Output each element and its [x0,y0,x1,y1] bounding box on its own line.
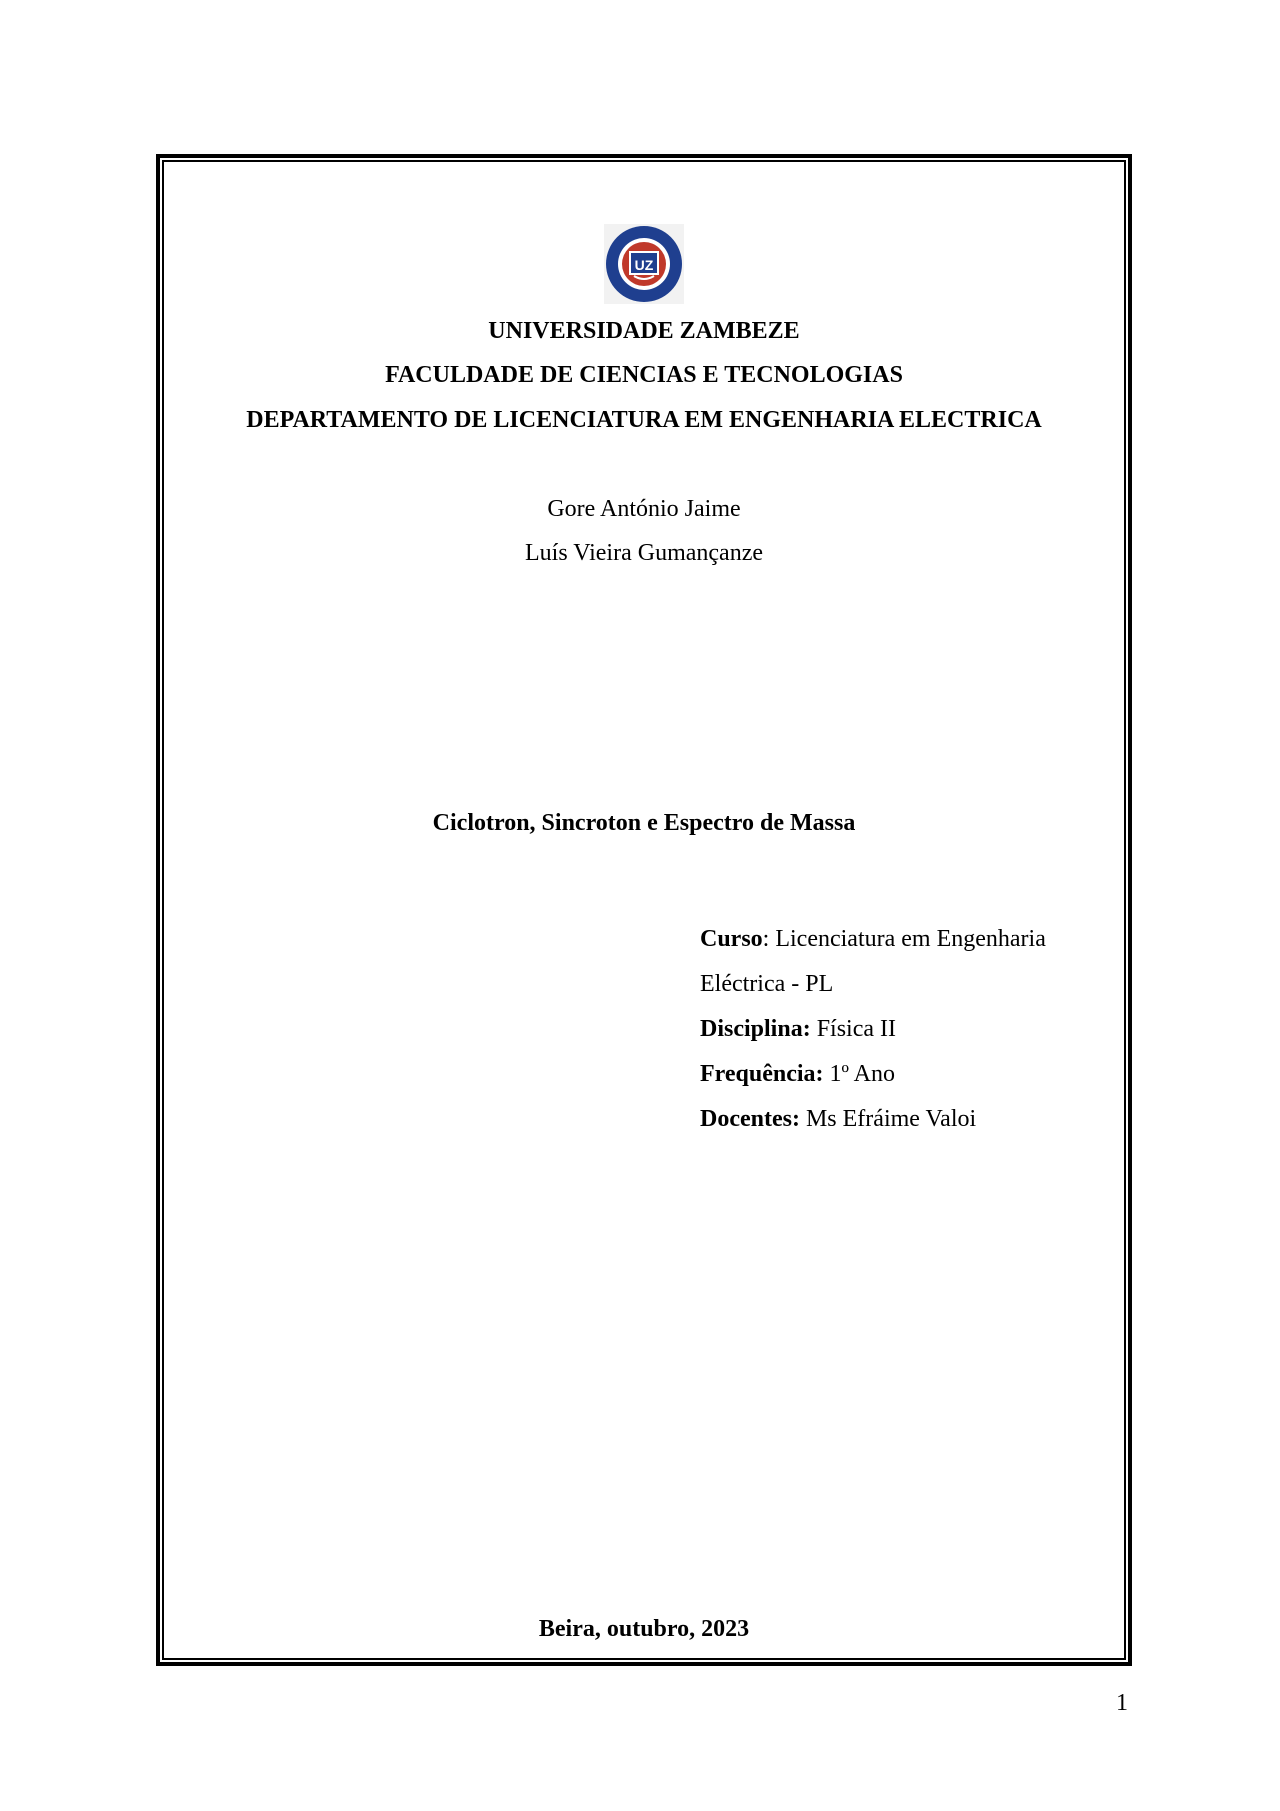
course-value: : Licenciatura em Engenharia [762,926,1046,952]
page-number: 1 [1116,1690,1128,1716]
frequency-label: Frequência: [700,1061,824,1087]
university-logo-icon [604,224,684,304]
lecturers-value: Ms Efráime Valoi [799,1106,977,1132]
department-name: DEPARTAMENTO DE LICENCIATURA EM ENGENHARIA ELECTRICA [246,407,1042,433]
lecturers-label: Docentes: [700,1106,800,1132]
course-label: Curso [700,926,763,952]
course-field [700,926,1120,953]
frequency-field [700,1061,1120,1088]
document-title: Ciclotron, Sincroton e Espectro de Massa [432,810,856,836]
lecturers-field [700,1106,1120,1133]
university-name: UNIVERSIDADE ZAMBEZE [488,318,800,344]
place-date: Beira, outubro, 2023 [538,1616,750,1642]
discipline-value: Física II [810,1016,896,1042]
faculty-name: FACULDADE DE CIENCIAS E TECNOLOGIAS [385,362,903,388]
frequency-value: 1º Ano [823,1061,895,1087]
course-value-continued: Eléctrica - PL [700,971,834,997]
author-name: Luís Vieira Gumançanze [524,540,764,566]
svg-text:UZ: UZ [634,257,654,273]
discipline-field [700,1016,1120,1043]
course-field-continued [700,971,1120,998]
discipline-label: Disciplina: [700,1016,811,1042]
author-name: Gore António Jaime [547,496,741,522]
